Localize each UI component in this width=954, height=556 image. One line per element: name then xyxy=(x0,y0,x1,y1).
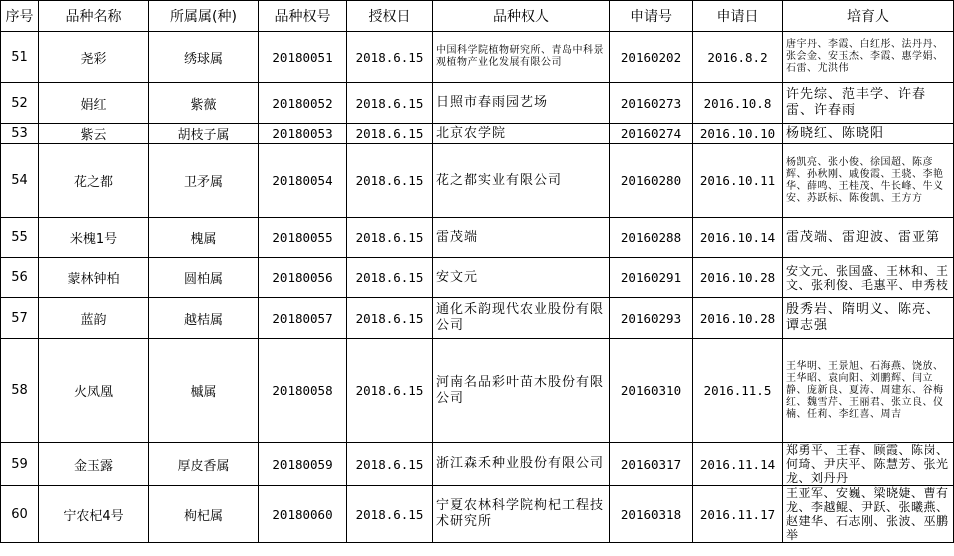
cell-name: 紫云 xyxy=(39,124,149,144)
cell-breeders: 唐宇丹、李霞、白红彤、法丹丹、张会金、安玉杰、李霞、惠学娟、石雷、尤洪伟 xyxy=(783,32,954,83)
cell-genus: 枸杞属 xyxy=(149,486,259,543)
cell-grant-date: 2018.6.15 xyxy=(347,144,433,218)
cell-name: 尧彩 xyxy=(39,32,149,83)
cell-genus: 绣球属 xyxy=(149,32,259,83)
cell-breeders: 杨凯亮、张小俊、徐国超、陈彦辉、孙秋刚、戚俊霞、王骁、李艳华、薛鸣、王桂茂、牛长峰、牛义安、苏跃标、陈俊凯、王方方 xyxy=(783,144,954,218)
table-row xyxy=(1,32,954,83)
table-row xyxy=(1,298,954,339)
table-row xyxy=(1,258,954,298)
header-app-no: 申请号 xyxy=(610,1,693,32)
cell-app-no: 20160274 xyxy=(610,124,693,144)
cell-right-no: 20180053 xyxy=(259,124,347,144)
header-app-date: 申请日 xyxy=(693,1,783,32)
cell-app-date: 2016.11.14 xyxy=(693,443,783,486)
cell-right-no: 20180060 xyxy=(259,486,347,543)
cell-breeders: 杨晓红、陈晓阳 xyxy=(783,124,954,144)
cell-right-no: 20180056 xyxy=(259,258,347,298)
cell-owner: 北京农学院 xyxy=(433,124,610,144)
cell-no: 52 xyxy=(1,83,39,124)
cell-name: 火凤凰 xyxy=(39,339,149,443)
cell-app-no: 20160291 xyxy=(610,258,693,298)
header-grant-date: 授权日 xyxy=(347,1,433,32)
header-owner: 品种权人 xyxy=(433,1,610,32)
cell-right-no: 20180057 xyxy=(259,298,347,339)
cell-grant-date: 2018.6.15 xyxy=(347,218,433,258)
cell-genus: 紫薇 xyxy=(149,83,259,124)
cell-owner: 安文元 xyxy=(433,258,610,298)
table-row xyxy=(1,339,954,443)
cell-no: 56 xyxy=(1,258,39,298)
cell-no: 54 xyxy=(1,144,39,218)
cell-app-no: 20160288 xyxy=(610,218,693,258)
cell-app-date: 2016.10.28 xyxy=(693,298,783,339)
cell-right-no: 20180055 xyxy=(259,218,347,258)
cell-app-date: 2016.11.17 xyxy=(693,486,783,543)
cell-breeders: 安文元、张国盛、王林和、王文、张利俊、毛惠平、申秀枝 xyxy=(783,258,954,298)
cell-name: 娟红 xyxy=(39,83,149,124)
cell-right-no: 20180054 xyxy=(259,144,347,218)
cell-app-no: 20160310 xyxy=(610,339,693,443)
cell-app-date: 2016.10.11 xyxy=(693,144,783,218)
header-row xyxy=(1,1,954,32)
cell-owner: 宁夏农林科学院枸杞工程技术研究所 xyxy=(433,486,610,543)
cell-name: 米槐1号 xyxy=(39,218,149,258)
cell-grant-date: 2018.6.15 xyxy=(347,443,433,486)
cell-app-no: 20160317 xyxy=(610,443,693,486)
cell-owner: 雷茂端 xyxy=(433,218,610,258)
cell-app-date: 2016.10.8 xyxy=(693,83,783,124)
cell-right-no: 20180058 xyxy=(259,339,347,443)
cell-genus: 圆柏属 xyxy=(149,258,259,298)
cell-no: 57 xyxy=(1,298,39,339)
cell-genus: 胡枝子属 xyxy=(149,124,259,144)
cell-grant-date: 2018.6.15 xyxy=(347,32,433,83)
table-row xyxy=(1,144,954,218)
cell-no: 60 xyxy=(1,486,39,543)
cell-right-no: 20180059 xyxy=(259,443,347,486)
table-row xyxy=(1,83,954,124)
cell-grant-date: 2018.6.15 xyxy=(347,486,433,543)
cell-owner: 花之都实业有限公司 xyxy=(433,144,610,218)
cell-name: 花之都 xyxy=(39,144,149,218)
cell-genus: 厚皮香属 xyxy=(149,443,259,486)
cell-app-date: 2016.11.5 xyxy=(693,339,783,443)
cell-genus: 槭属 xyxy=(149,339,259,443)
cell-grant-date: 2018.6.15 xyxy=(347,339,433,443)
header-right-no: 品种权号 xyxy=(259,1,347,32)
cell-grant-date: 2018.6.15 xyxy=(347,124,433,144)
header-name: 品种名称 xyxy=(39,1,149,32)
header-genus: 所属属(种) xyxy=(149,1,259,32)
cell-owner: 日照市春雨园艺场 xyxy=(433,83,610,124)
cell-owner: 中国科学院植物研究所、青岛中科景观植物产业化发展有限公司 xyxy=(433,32,610,83)
cell-grant-date: 2018.6.15 xyxy=(347,298,433,339)
cell-app-date: 2016.10.10 xyxy=(693,124,783,144)
cell-breeders: 郑勇平、王春、顾霞、陈岗、何琦、尹庆平、陈慧芳、张光龙、刘丹丹 xyxy=(783,443,954,486)
table-row xyxy=(1,218,954,258)
cell-no: 55 xyxy=(1,218,39,258)
cell-app-no: 20160273 xyxy=(610,83,693,124)
cell-right-no: 20180052 xyxy=(259,83,347,124)
cell-name: 蒙林钟柏 xyxy=(39,258,149,298)
cell-breeders: 王华明、王景旭、石海燕、饶放、王华昭、袁向阳、刘鹏辉、闫立静、庞新良、夏涛、周建东、谷梅红、魏雪芹、王丽君、张立良、仪楠、任莉、李红喜、周吉 xyxy=(783,339,954,443)
header-breeders: 培育人 xyxy=(783,1,954,32)
table-row xyxy=(1,443,954,486)
cell-no: 53 xyxy=(1,124,39,144)
cell-app-no: 20160293 xyxy=(610,298,693,339)
cell-right-no: 20180051 xyxy=(259,32,347,83)
cell-no: 58 xyxy=(1,339,39,443)
cell-genus: 越桔属 xyxy=(149,298,259,339)
cell-breeders: 许先综、范丰学、许春雷、许春雨 xyxy=(783,83,954,124)
cell-app-no: 20160280 xyxy=(610,144,693,218)
cell-breeders: 王亚军、安巍、梁晓婕、曹有龙、李越鲲、尹跃、张曦燕、赵建华、石志刚、张波、巫鹏举 xyxy=(783,486,954,543)
header-no: 序号 xyxy=(1,1,39,32)
cell-app-date: 2016.10.14 xyxy=(693,218,783,258)
cell-owner: 浙江森禾种业股份有限公司 xyxy=(433,443,610,486)
cell-owner: 通化禾韵现代农业股份有限公司 xyxy=(433,298,610,339)
table-row xyxy=(1,486,954,543)
cell-breeders: 雷茂端、雷迎波、雷亚第 xyxy=(783,218,954,258)
table-row xyxy=(1,124,954,144)
cell-owner: 河南名品彩叶苗木股份有限公司 xyxy=(433,339,610,443)
cell-grant-date: 2018.6.15 xyxy=(347,83,433,124)
cell-name: 金玉露 xyxy=(39,443,149,486)
cell-no: 51 xyxy=(1,32,39,83)
cell-grant-date: 2018.6.15 xyxy=(347,258,433,298)
cell-app-no: 20160202 xyxy=(610,32,693,83)
cell-breeders: 殷秀岩、隋明义、陈亮、谭志强 xyxy=(783,298,954,339)
cell-app-date: 2016.8.2 xyxy=(693,32,783,83)
cell-genus: 槐属 xyxy=(149,218,259,258)
cell-app-date: 2016.10.28 xyxy=(693,258,783,298)
cell-app-no: 20160318 xyxy=(610,486,693,543)
cell-no: 59 xyxy=(1,443,39,486)
cell-genus: 卫矛属 xyxy=(149,144,259,218)
cell-name: 宁农杞4号 xyxy=(39,486,149,543)
cell-name: 蓝韵 xyxy=(39,298,149,339)
